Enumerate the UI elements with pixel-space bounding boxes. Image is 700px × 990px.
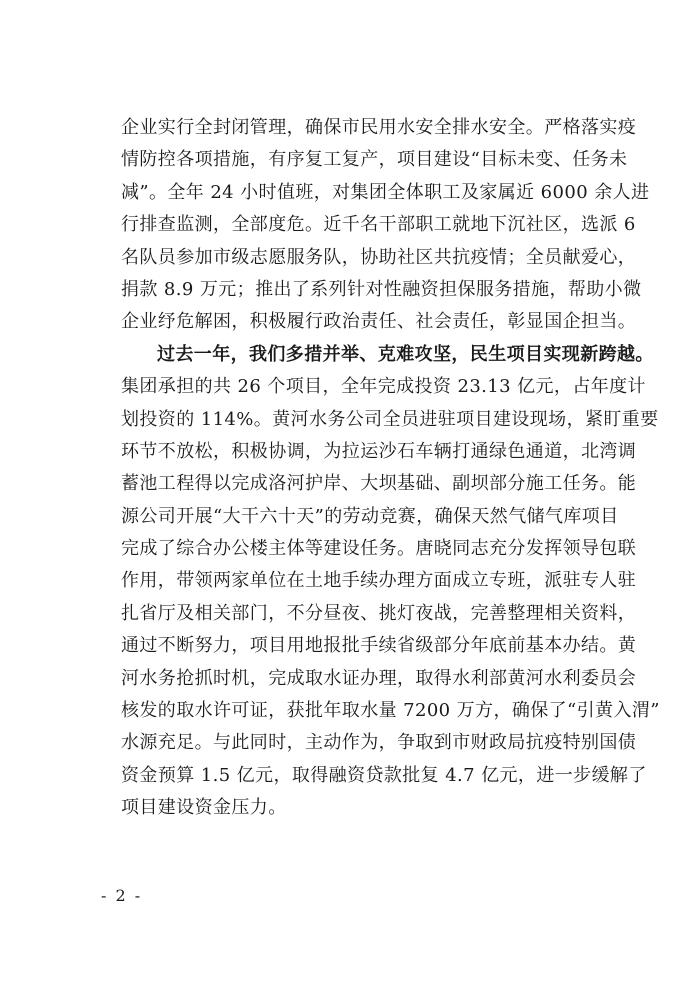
- text-line: 源公司开展“大干六十天”的劳动竞赛，确保天然气储气库项目: [121, 505, 619, 527]
- text-line: 通过不断努力，项目用地报批手续省级部分年底前基本办结。黄: [121, 635, 637, 657]
- text-line: 捐款 8.9 万元；推出了系列针对性融资担保服务措施，帮助小微: [121, 278, 642, 300]
- paragraph-1: [121, 112, 650, 339]
- text-line: 蓄池工程得以完成洛河护岸、大坝基础、副坝部分施工任务。能: [121, 473, 637, 495]
- text-line: 资金预算 1.5 亿元，取得融资贷款批复 4.7 亿元，进一步缓解了: [121, 764, 647, 786]
- text-line: 核发的取水许可证，获批年取水量 7200 万方，确保了“引黄入渭”: [121, 700, 660, 722]
- text-line: 企业实行全封闭管理，确保市民用水安全排水安全。严格落实疫: [121, 117, 637, 138]
- text-line: 情防控各项措施，有序复工复产，项目建设“目标未变、任务未: [121, 149, 628, 171]
- text-line: 完成了综合办公楼主体等建设任务。唐晓同志充分发挥领导包联: [121, 538, 637, 560]
- text-line: 作用，带领两家单位在土地手续办理方面成立专班，派驻专人驻: [121, 570, 637, 592]
- text-line: 水源充足。与此同时，主动作为，争取到市财政局抗疫特别国债: [121, 732, 637, 754]
- text-line: 名队员参加市级志愿服务队，协助社区共抗疫情；全员献爱心，: [121, 246, 637, 268]
- text-line: 环节不放松，积极协调，为拉运沙石车辆打通绿色通道，北湾调: [121, 440, 637, 462]
- text-line: 扎省厅及相关部门，不分昼夜、挑灯夜战，完善整理相关资料，: [121, 602, 637, 624]
- text-line: 企业纾危解困，积极履行政治责任、社会责任，彰显国企担当。: [121, 311, 637, 333]
- paragraph-2: [121, 339, 660, 825]
- text-line: 河水务抢抓时机，完成取水证办理，取得水利部黄河水利委员会: [121, 667, 637, 689]
- text-line: 行排查监测，全部度危。近千名干部职工就地下沉社区，选派 6: [121, 214, 636, 236]
- page-number: - 2 -: [101, 886, 143, 905]
- text-line: 减”。全年 24 小时值班，对集团全体职工及家属近 6000 余人进: [121, 181, 650, 203]
- text-line: 划投资的 114%。黄河水务公司全员进驻项目建设现场，紧盯重要: [121, 408, 659, 430]
- paragraph-lead-sentence: 过去一年，我们多措并举、克难攻坚，民生项目实现新跨越。: [157, 343, 654, 365]
- text-line: 集团承担的共 26 个项目，全年完成投资 23.13 亿元，占年度计: [121, 376, 646, 398]
- text-line: 项目建设资金压力。: [121, 797, 287, 819]
- document-body: [121, 112, 660, 825]
